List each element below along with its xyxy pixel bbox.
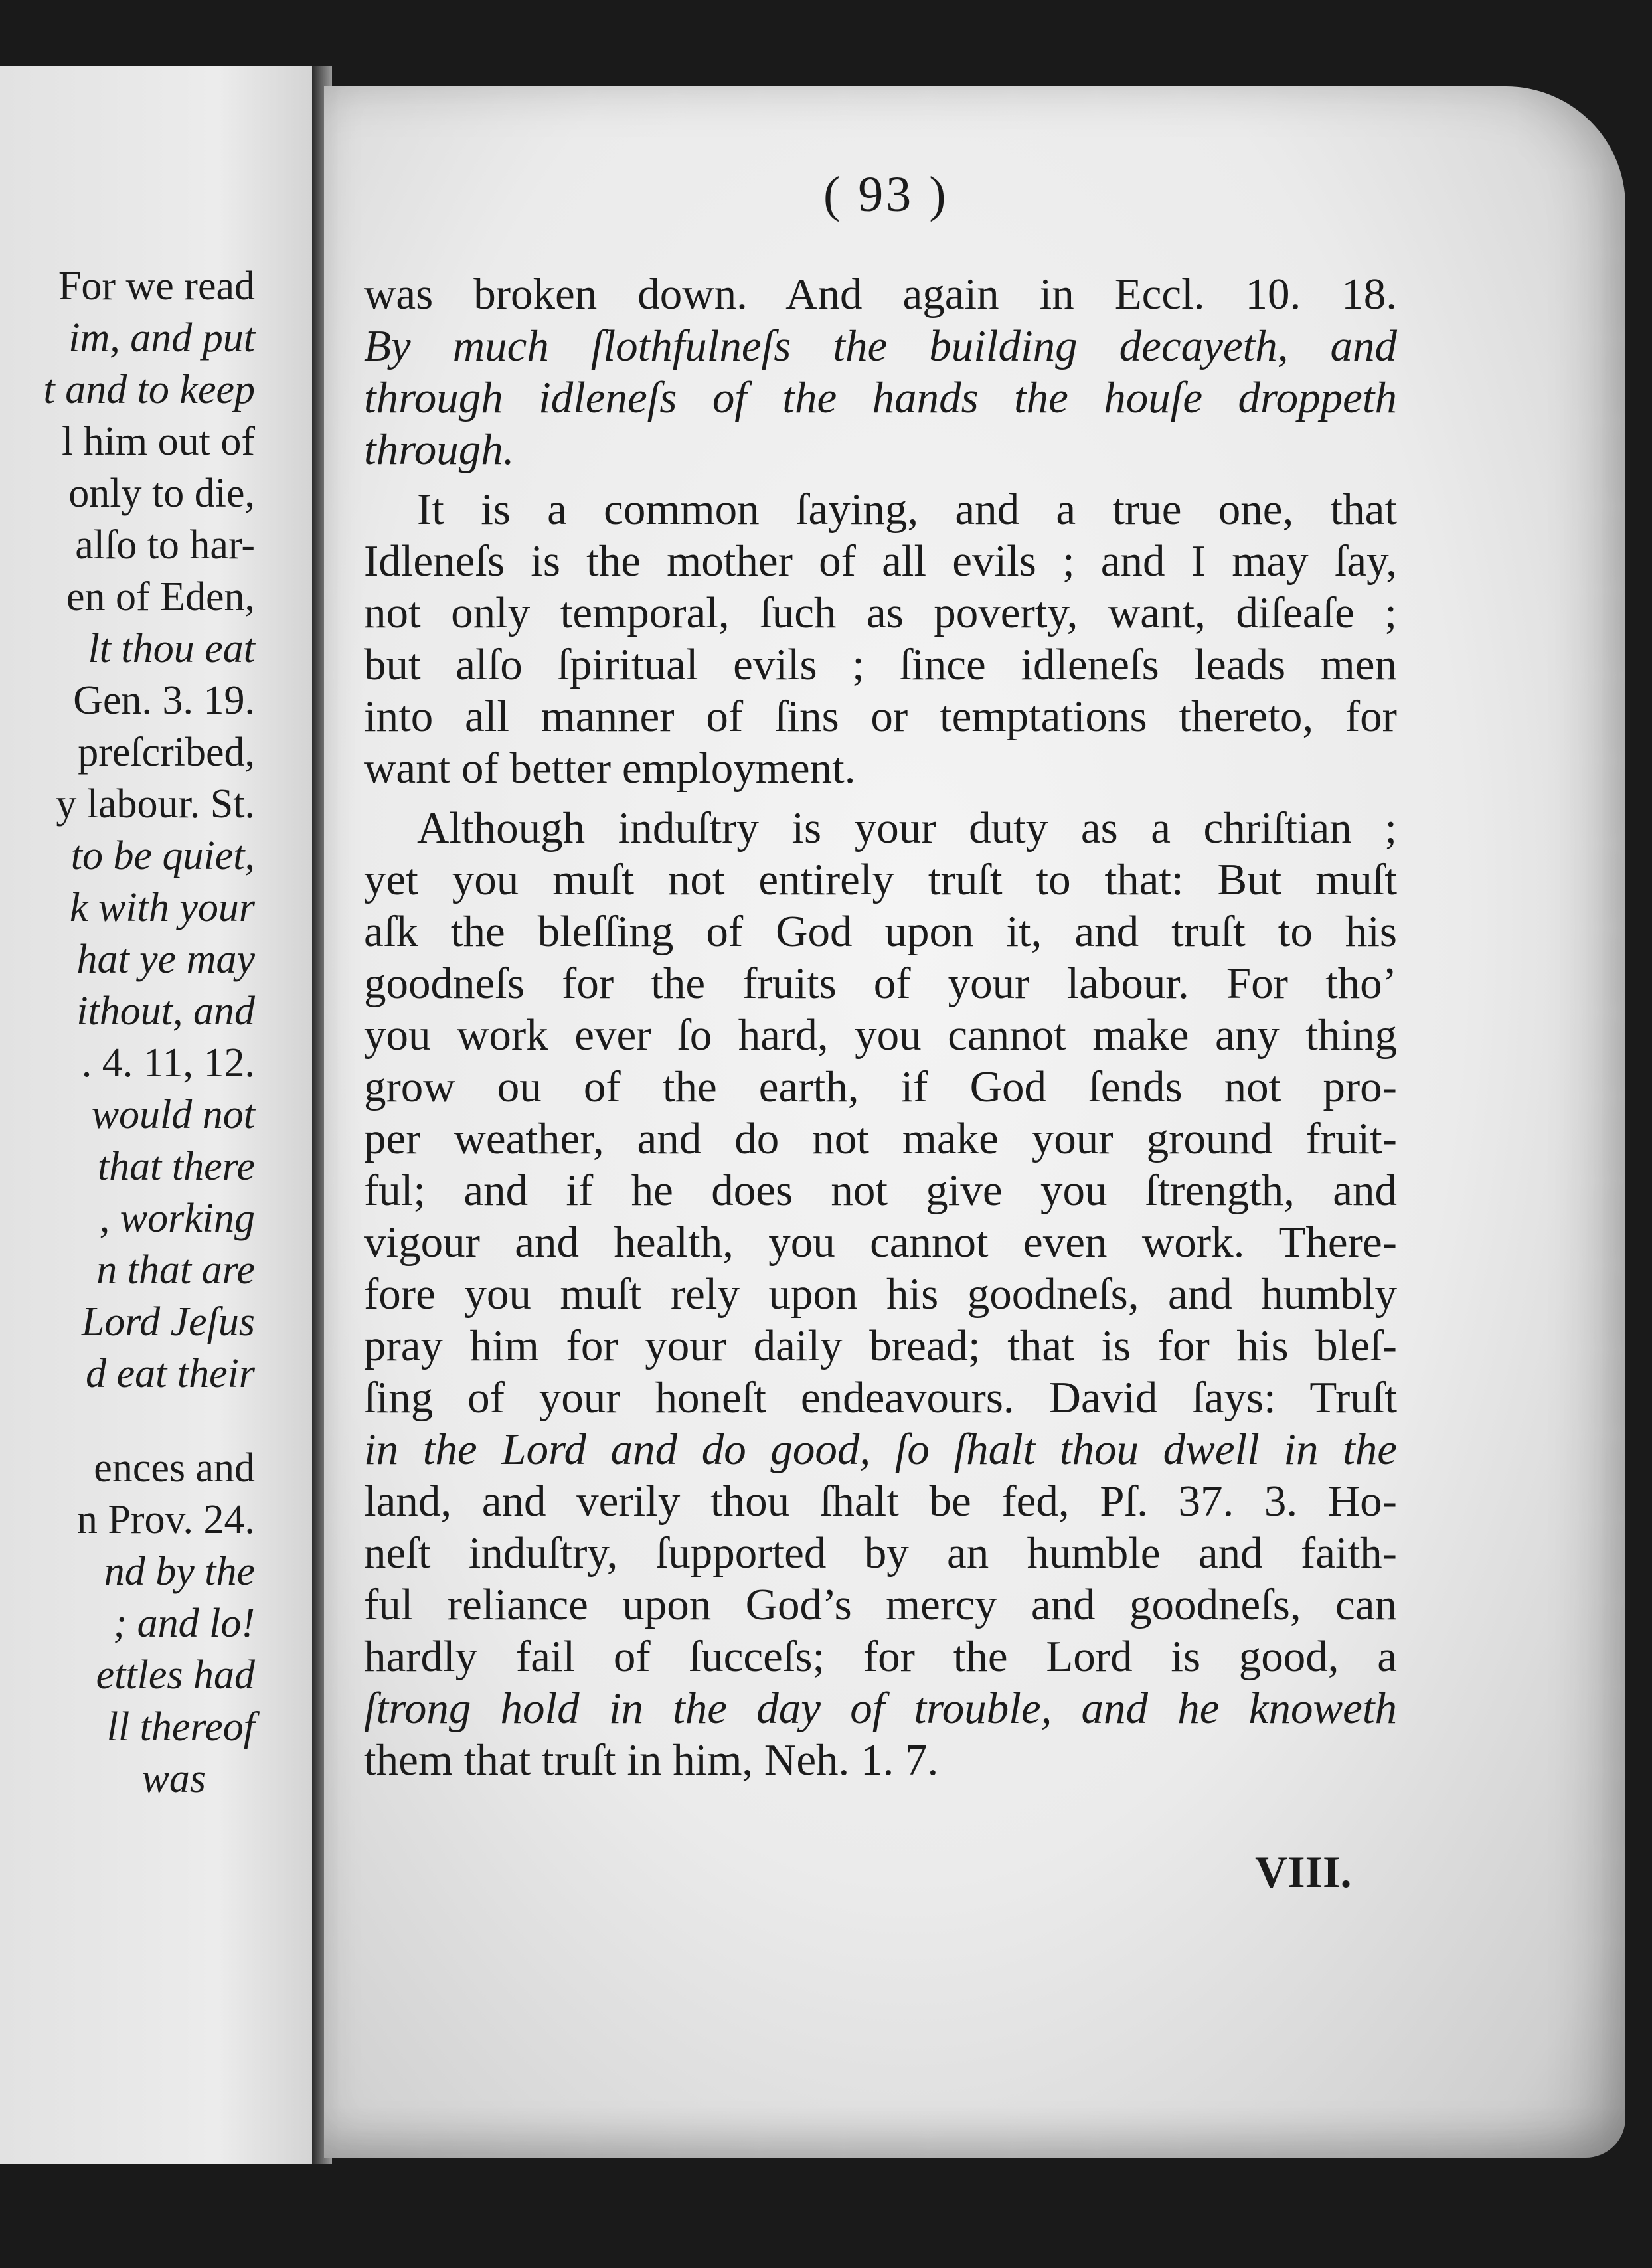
catchword: VIII. [1255, 1846, 1352, 1897]
left-text-line: ll thereof [106, 1704, 255, 1749]
body-text-line: ful; and if he does not give you ſtrength, and [364, 1166, 1397, 1215]
body-text-line: was broken down. And again in Eccl. 10. 18. [364, 270, 1397, 319]
left-text-line: alſo to har- [75, 523, 255, 568]
body-text-line: you work ever ſo hard, you cannot make any thing [364, 1011, 1397, 1060]
body-text-line: vigour and health, you cannot even work. There- [364, 1218, 1397, 1267]
left-text-line: ; and lo! [113, 1601, 255, 1646]
left-text-line: that there [97, 1144, 255, 1189]
left-text-line: en of Eden, [66, 574, 255, 619]
body-text-line: By much ſlothfulneſs the building decayeth, and [364, 321, 1397, 370]
left-text-line: only to die, [68, 471, 255, 516]
body-text-line: ful reliance upon God’s mercy and goodneſs, can [364, 1580, 1397, 1629]
left-text-line: For we read [58, 264, 255, 309]
left-text-line: Lord Jeſus [81, 1299, 255, 1344]
page-number: ( 93 ) [823, 167, 949, 222]
body-text-line: Idleneſs is the mother of all evils ; and I may ſay, [364, 536, 1397, 586]
body-text-line: aſk the bleſſing of God upon it, and truſt to his [364, 907, 1397, 956]
body-text-line: neſt induſtry, ſupported by an humble and faith- [364, 1528, 1397, 1578]
left-text-line: lt thou eat [88, 626, 255, 671]
body-text-line: fore you muſt rely upon his goodneſs, and humbly [364, 1269, 1397, 1319]
left-text-line: . 4. 11, 12. [81, 1040, 255, 1086]
body-text-line: yet you muſt not entirely truſt to that: But muſt [364, 855, 1397, 904]
left-text-line: ences and [94, 1445, 255, 1491]
body-text-line: hardly fail of ſucceſs; for the Lord is good, a [364, 1632, 1397, 1681]
left-text-line: d eat their [86, 1351, 255, 1396]
left-text-line: to be quiet, [70, 833, 255, 878]
left-text-line: ettles had [96, 1653, 255, 1698]
left-text-line: nd by the [104, 1549, 255, 1594]
body-text-line: them that truſt in him, Neh. 1. 7. [364, 1736, 939, 1785]
body-text-line: It is a common ſaying, and a true one, that [417, 485, 1397, 534]
left-text-line: would not [91, 1092, 255, 1137]
body-text-line: into all manner of ſins or temptations thereto, for [364, 692, 1397, 741]
left-text-line: , working [99, 1196, 255, 1241]
body-text-line: Although induſtry is your duty as a chriſtian ; [417, 803, 1397, 852]
body-text-line: ſing of your honeſt endeavours. David ſays: Truſt [364, 1373, 1397, 1422]
left-text-line: ithout, and [76, 989, 255, 1034]
body-text-line: in the Lord and do good, ſo ſhalt thou dwell in the [364, 1425, 1397, 1474]
left-text-line: l him out of [61, 419, 255, 464]
body-text-line: not only temporal, ſuch as poverty, want, diſeaſe ; [364, 588, 1397, 637]
body-text-line: ſtrong hold in the day of trouble, and he knoweth [364, 1684, 1397, 1733]
left-text-line: hat ye may [76, 937, 255, 982]
body-text-line: through idleneſs of the hands the houſe droppeth [364, 373, 1397, 422]
left-text-line: im, and put [68, 315, 255, 361]
left-text-line: y labour. St. [56, 781, 255, 827]
body-text-line: goodneſs for the fruits of your labour. For tho’ [364, 959, 1397, 1008]
left-page [0, 66, 312, 2164]
left-text-line: n that are [96, 1248, 255, 1293]
body-text-line: grow ou of the earth, if God ſends not pro- [364, 1062, 1397, 1111]
left-text-line: preſcribed, [78, 730, 255, 775]
body-text-line: want of better employment. [364, 744, 856, 793]
left-text-line: k with your [70, 885, 255, 930]
body-text-line: land, and verily thou ſhalt be fed, Pſ. 37. 3. Ho- [364, 1477, 1397, 1526]
body-text-line: but alſo ſpiritual evils ; ſince idleneſs leads men [364, 640, 1397, 689]
left-text-line: t and to keep [43, 367, 255, 412]
body-text-line: through. [364, 425, 515, 474]
left-text-line: n Prov. 24. [76, 1497, 255, 1542]
body-text-line: per weather, and do not make your ground fruit- [364, 1114, 1397, 1163]
left-catchword: was [141, 1756, 206, 1801]
left-text-line: Gen. 3. 19. [73, 678, 255, 723]
body-text-line: pray him for your daily bread; that is for his bleſ- [364, 1321, 1397, 1370]
